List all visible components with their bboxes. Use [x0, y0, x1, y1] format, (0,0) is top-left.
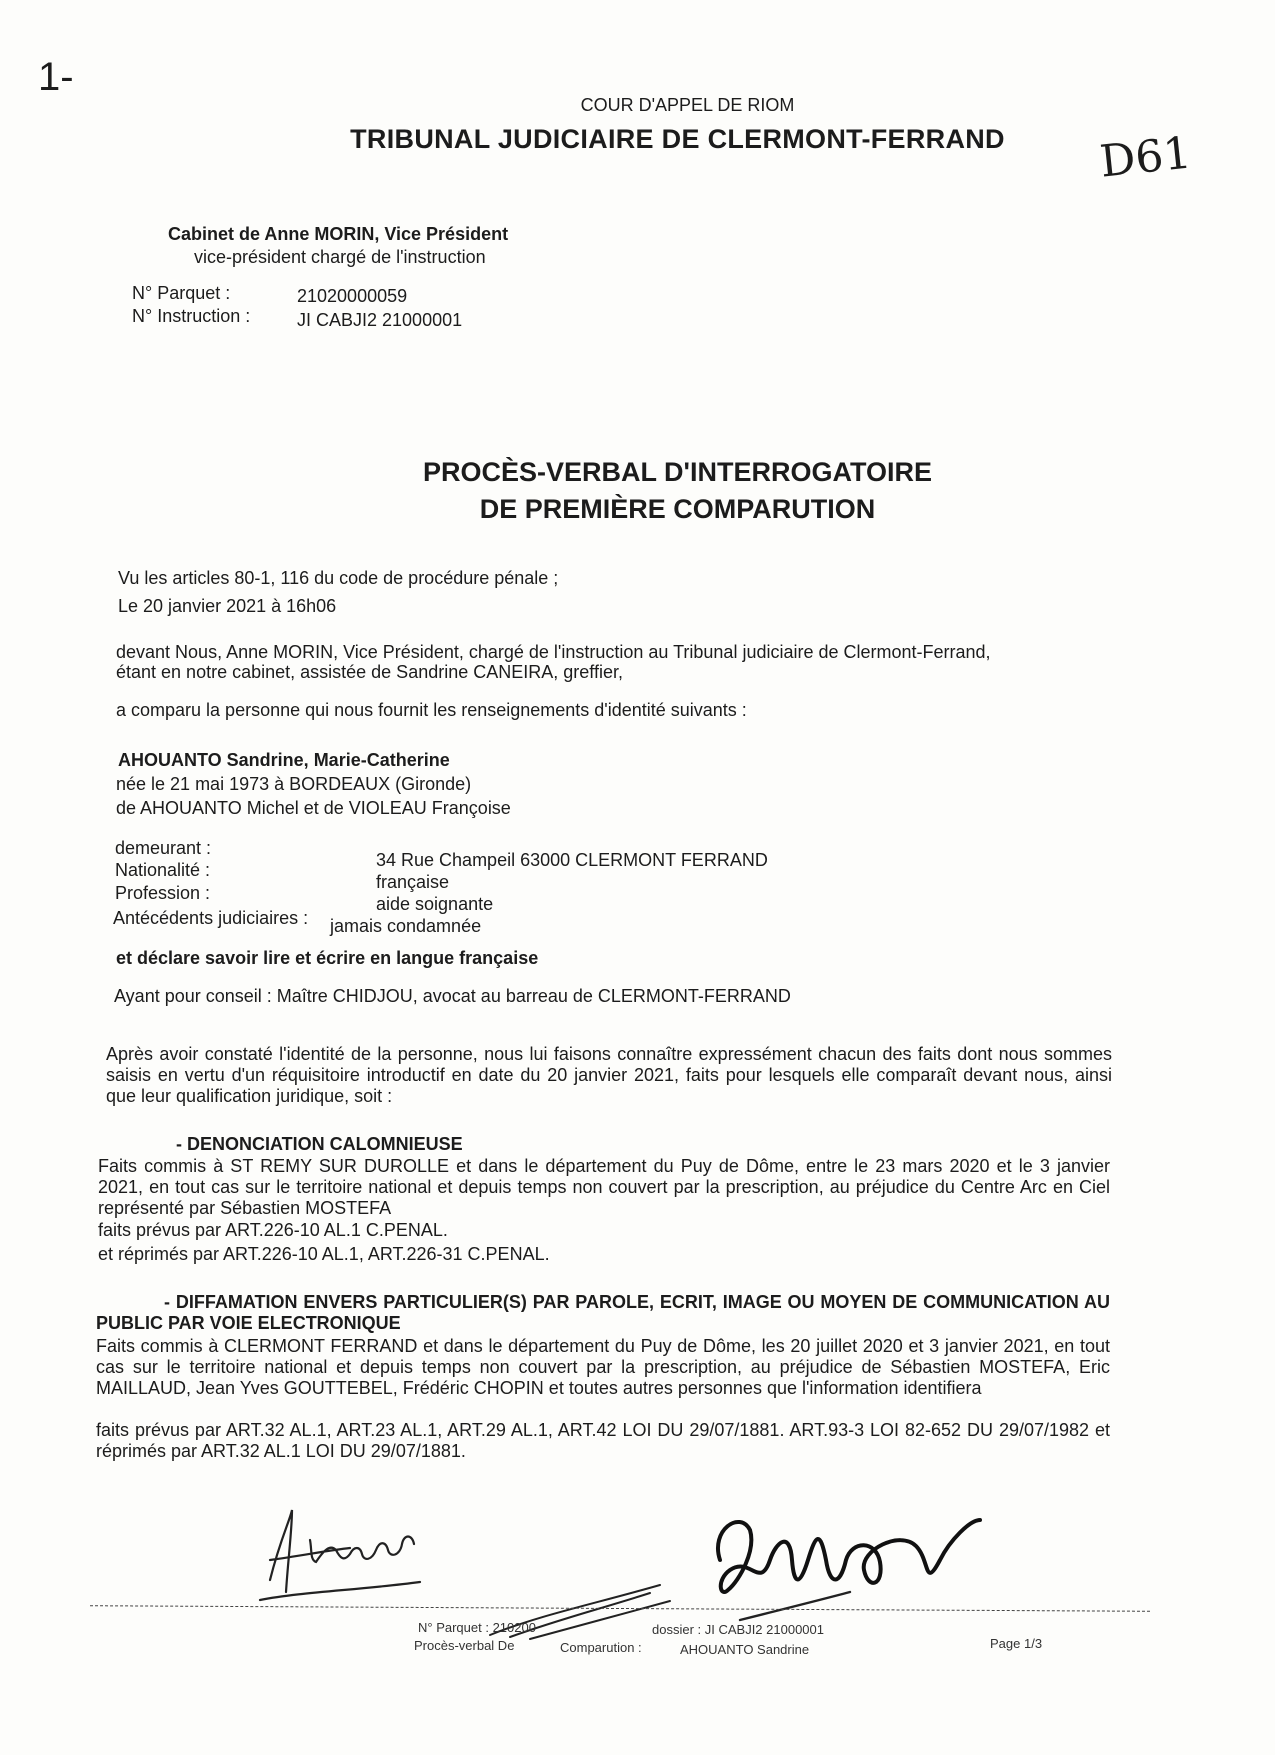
parquet-label: N° Parquet : — [132, 283, 231, 303]
identity-label: demeurant : — [115, 838, 212, 858]
charge1-prevus: faits prévus par ART.226-10 AL.1 C.PENAL. — [98, 1220, 448, 1240]
footer-person-name: AHOUANTO Sandrine — [680, 1642, 810, 1657]
document-code-handwritten: D61 — [1097, 127, 1194, 188]
court-main-title: TRIBUNAL JUDICIAIRE DE CLERMONT-FERRAND — [350, 124, 1005, 154]
charge2-prevus: faits prévus par ART.32 AL.1, ART.23 AL.1, ART.29 AL.1, ART.42 LOI DU 29/07/1881. ART.93-3 LOI 82-652 DU 29/07/1982 et réprimés par ART.32 AL.1 LOI DU 29/07/1881. — [96, 1420, 1110, 1461]
court-superior: COUR D'APPEL DE RIOM — [580, 95, 795, 115]
identity-value: jamais condamnée — [330, 916, 482, 936]
charge1-title: - DENONCIATION CALOMNIEUSE — [176, 1134, 463, 1154]
charge1-reprimes: et réprimés par ART.226-10 AL.1, ART.226-31 C.PENAL. — [98, 1244, 550, 1264]
parquet-value: 21020000059 — [297, 286, 408, 306]
footer-parquet: N° Parquet : 210200 — [418, 1620, 536, 1635]
person-birth: née le 21 mai 1973 à BORDEAUX (Gironde) — [116, 774, 472, 794]
interrogation-date: Le 20 janvier 2021 à 16h06 — [118, 596, 337, 616]
document-title-line2: DE PREMIÈRE COMPARUTION — [479, 494, 876, 524]
page-number: Page 1/3 — [990, 1636, 1043, 1651]
devant-line2: étant en notre cabinet, assistée de Sandrine CANEIRA, greffier, — [116, 662, 623, 682]
signature-left — [240, 1500, 480, 1610]
instruction-value: JI CABJI2 21000001 — [297, 310, 463, 330]
charge2-title: - DIFFAMATION ENVERS PARTICULIER(S) PAR PAROLE, ECRIT, IMAGE OU MOYEN DE COMMUNICATION AU PUBLIC PAR VOIE ELECTRONIQUE — [96, 1292, 1110, 1333]
cabinet-role: vice-président chargé de l'instruction — [194, 247, 486, 267]
language-declaration: et déclare savoir lire et écrire en langue française — [116, 948, 539, 968]
document-title-line1: PROCÈS-VERBAL D'INTERROGATOIRE — [423, 457, 932, 487]
person-name: AHOUANTO Sandrine, Marie-Catherine — [118, 750, 450, 770]
identity-value: aide soignante — [376, 894, 494, 914]
legal-basis: Vu les articles 80-1, 116 du code de procédure pénale ; — [118, 568, 559, 588]
devant-line1: devant Nous, Anne MORIN, Vice Président, chargé de l'instruction au Tribunal judiciaire de Clermont-Ferrand, — [116, 642, 991, 662]
identity-value: 34 Rue Champeil 63000 CLERMONT FERRAND — [376, 850, 768, 870]
footer-comparution: Comparution : — [560, 1640, 642, 1655]
footer-pv: Procès-verbal De — [414, 1638, 515, 1653]
margin-mark: 1- — [38, 55, 74, 99]
footer-dossier: dossier : JI CABJI2 21000001 — [652, 1622, 824, 1637]
counsel: Ayant pour conseil : Maître CHIDJOU, avocat au barreau de CLERMONT-FERRAND — [114, 986, 791, 1006]
identity-value: française — [376, 872, 450, 892]
identity-label: Antécédents judiciaires : — [113, 908, 309, 928]
identity-label: Profession : — [115, 883, 211, 903]
instruction-label: N° Instruction : — [132, 306, 251, 326]
comparu-sentence: a comparu la personne qui nous fournit les renseignements d'identité suivants : — [116, 700, 747, 720]
charge1-facts: Faits commis à ST REMY SUR DUROLLE et dans le département du Puy de Dôme, entre le 23 mars 2020 et le 3 janvier 2021, en tout cas sur le territoire national et depuis temps non couvert par la prescription, au préjudice du Centre Arc en Ciel représenté par Sébastien MOSTEFA — [98, 1156, 1110, 1218]
charge2-facts: Faits commis à CLERMONT FERRAND et dans le département du Puy de Dôme, les 20 juillet 2020 et 3 janvier 2021, en tout cas sur le territoire national et depuis temps non couvert par la prescription, au préjudice de Sébastien MOSTEFA, Eric MAILLAUD, Jean Yves GOUTTEBEL, Frédéric CHOPIN et toutes autres personnes que l'information identifiera — [96, 1336, 1110, 1398]
cabinet-name: Cabinet de Anne MORIN, Vice Président — [168, 224, 509, 244]
identity-label: Nationalité : — [115, 860, 211, 880]
person-parents: de AHOUANTO Michel et de VIOLEAU Françoise — [116, 798, 511, 818]
charges-intro: Après avoir constaté l'identité de la personne, nous lui faisons connaître expressément chacun des faits dont nous sommes saisis en vertu d'un réquisitoire introductif en date du 20 janvier 2021, faits pour lesquels elle comparaît devant nous, ainsi que leur qualification juridique, soit : — [106, 1044, 1112, 1106]
